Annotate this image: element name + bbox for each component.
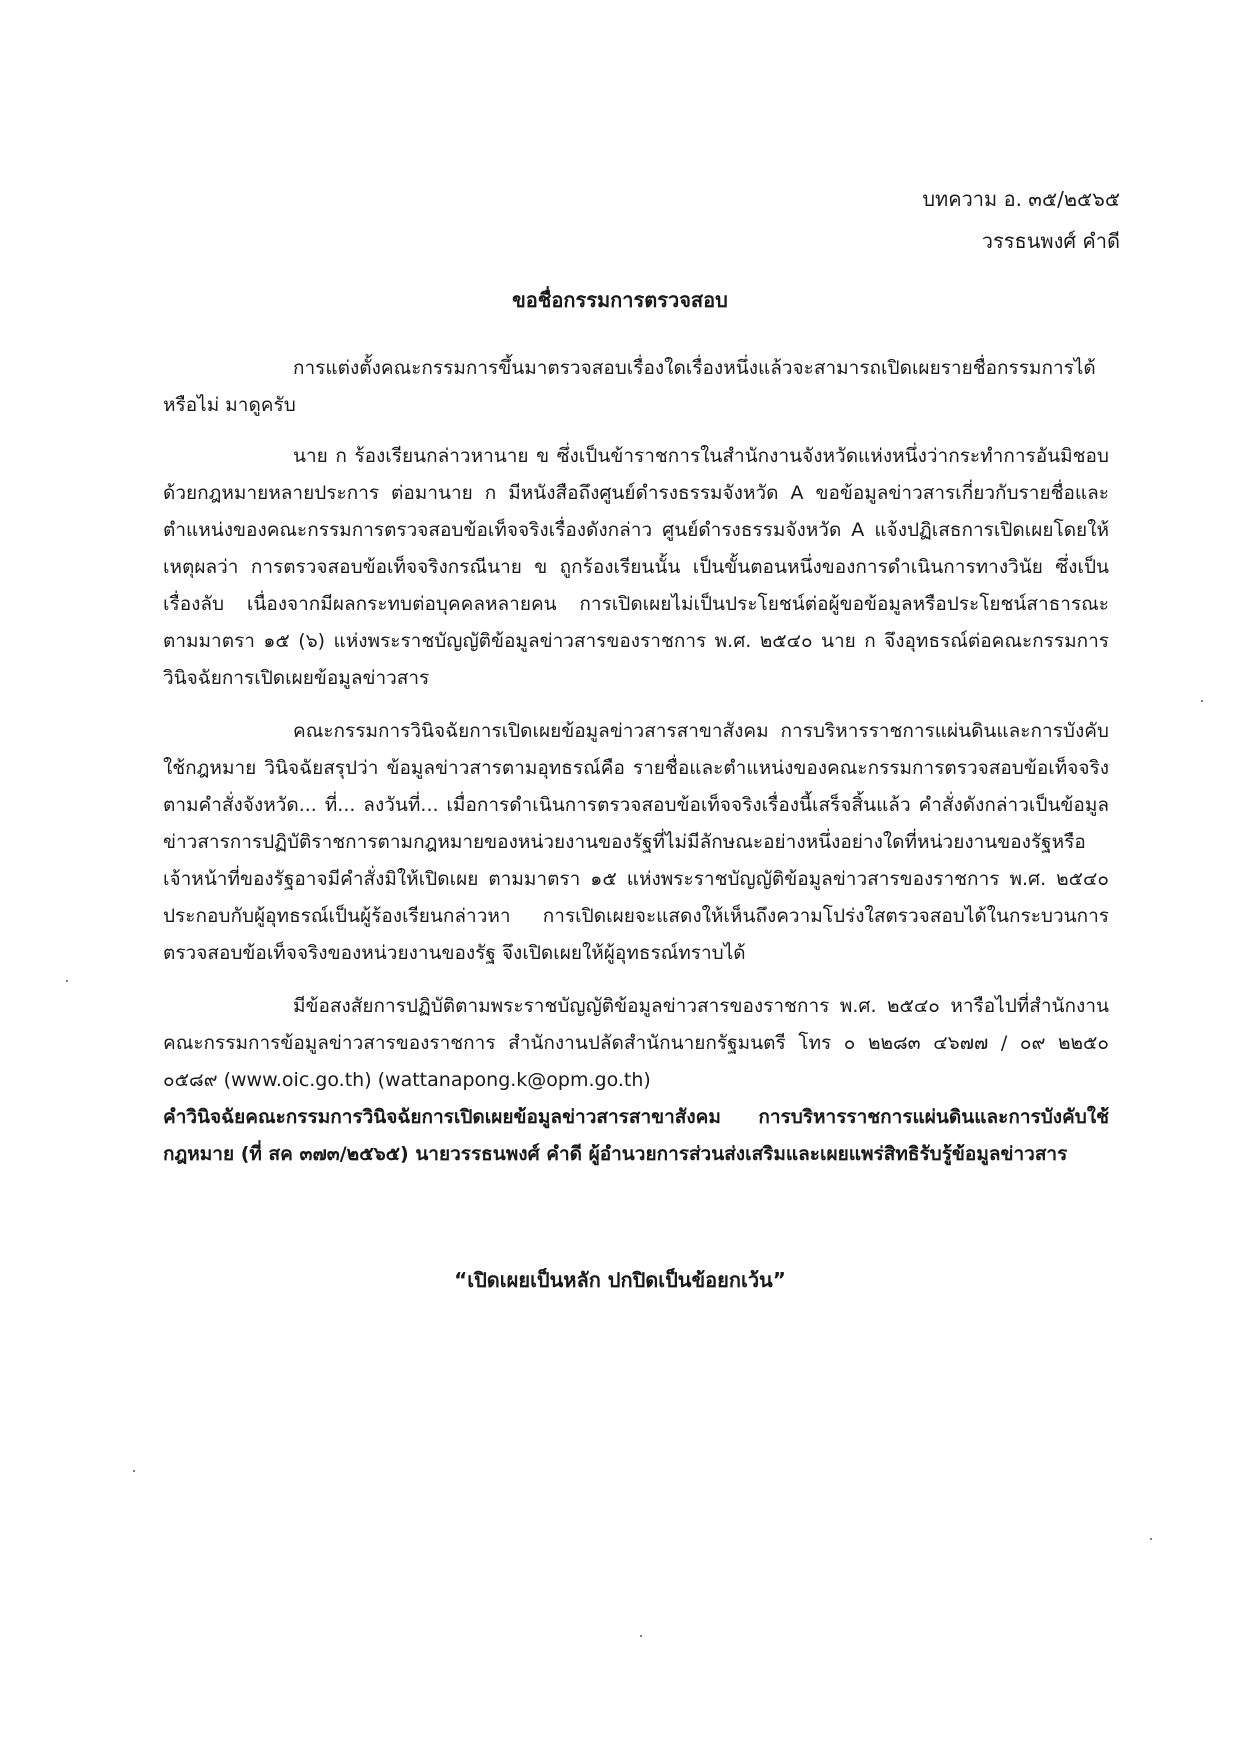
article-title: ขอชื่อกรรมการตรวจสอบ [512,288,728,312]
scan-speck [640,1635,642,1637]
article-header [922,178,1120,262]
scan-speck [1150,1538,1152,1540]
scan-speck [66,980,68,982]
scan-speck [1201,700,1203,702]
verdict-reference: คำวินิจฉัยคณะกรรมการวินิจฉัยการเปิดเผยข้อมูลข่าวสารสาขาสังคม การบริหารราชการแผ่นดินและการบังคับใช้กฎหมาย (ที่ สค ๓๗๓/๒๕๖๕) นายวรรธนพงศ์ คำดี ผู้อำนวยการส่วนส่งเสริมและเผยแพร่สิทธิรับรู้ข้อมูลข่าวสาร [163,1106,1109,1165]
case-paragraph: นาย ก ร้องเรียนกล่าวหานาย ข ซึ่งเป็นข้าราชการในสำนักงานจังหวัดแห่งหนึ่งว่ากระทำการอันมิชอบด้วยกฎหมายหลายประการ ต่อมานาย ก มีหนังสือถึงศูนย์ดำรงธรรมจังหวัด A ขอข้อมูลข่าวสารเกี่ยวกับรายชื่อและตำแหน่งของคณะกรรมการตรวจสอบข้อเท็จจริงเรื่องดังกล่าว ศูนย์ดำรงธรรมจังหวัด A แจ้งปฏิเสธการเปิดเผยโดยให้เหตุผลว่า การตรวจสอบข้อเท็จจริงกรณีนาย ข ถูกร้องเรียนนั้น เป็นขั้นตอนหนึ่งของการดำเนินการทางวินัย ซึ่งเป็นเรื่องลับ เนื่องจากมีผลกระทบต่อบุคคลหลายคน การเปิดเผยไม่เป็นประโยชน์ต่อผู้ขอข้อมูลหรือประโยชน์สาธารณะ ตามมาตรา ๑๕ (๖) แห่งพระราชบัญญัติข้อมูลข่าวสารของราชการ พ.ศ. ๒๕๔๐ นาย ก จึงอุทธรณ์ต่อคณะกรรมการวินิจฉัยการเปิดเผยข้อมูลข่าวสาร [163,445,1110,689]
author-name: วรรธนพงศ์ คำดี [981,229,1120,253]
intro-paragraph: การแต่งตั้งคณะกรรมการขึ้นมาตรวจสอบเรื่องใดเรื่องหนึ่งแล้วจะสามารถเปิดเผยรายชื่อกรรมการได้หรือไม่ มาดูครับ [163,357,1096,416]
scan-speck [133,1470,135,1472]
ruling-paragraph: คณะกรรมการวินิจฉัยการเปิดเผยข้อมูลข่าวสารสาขาสังคม การบริหารราชการแผ่นดินและการบังคับใช้กฎหมาย วินิจฉัยสรุปว่า ข้อมูลข่าวสารตามอุทธรณ์คือ รายชื่อและตำแหน่งของคณะกรรมการตรวจสอบข้อเท็จจริงตามคำสั่งจังหวัด... ที่... ลงวันที่... เมื่อการดำเนินการตรวจสอบข้อเท็จจริงเรื่องนี้เสร็จสิ้นแล้ว คำสั่งดังกล่าวเป็นข้อมูลข่าวสารการปฏิบัติราชการตามกฎหมายของหน่วยงานของรัฐที่ไม่มีลักษณะอย่างหนึ่งอย่างใดที่หน่วยงานของรัฐหรือเจ้าหน้าที่ของรัฐอาจมีคำสั่งมิให้เปิดเผย ตามมาตรา ๑๕ แห่งพระราชบัญญัติข้อมูลข่าวสารของราชการ พ.ศ. ๒๕๔๐ ประกอบกับผู้อุทธรณ์เป็นผู้ร้องเรียนกล่าวหา การเปิดเผยจะแสดงให้เห็นถึงความโปร่งใสตรวจสอบได้ในกระบวนการตรวจสอบข้อเท็จจริงของหน่วยงานของรัฐ จึงเปิดเผยให้ผู้อุทธรณ์ทราบได้ [163,720,1109,964]
article-body [163,350,1109,1173]
article-number: บทความ อ. ๓๕/๒๕๖๕ [922,187,1120,211]
contact-paragraph: มีข้อสงสัยการปฏิบัติตามพระราชบัญญัติข้อมูลข่าวสารของราชการ พ.ศ. ๒๕๔๐ หารือไปที่สำนักงานคณะกรรมการข้อมูลข่าวสารของราชการ สำนักงานปลัดสำนักนายกรัฐมนตรี โทร ๐ ๒๒๘๓ ๔๖๗๗ / ๐๙ ๒๒๕๐ ๐๕๘๙ (www.oic.go.th) (wattanapong.k@opm.go.th) [163,995,1109,1091]
motto: “เปิดเผยเป็นหลัก ปกปิดเป็นข้อยกเว้น” [454,1268,786,1292]
